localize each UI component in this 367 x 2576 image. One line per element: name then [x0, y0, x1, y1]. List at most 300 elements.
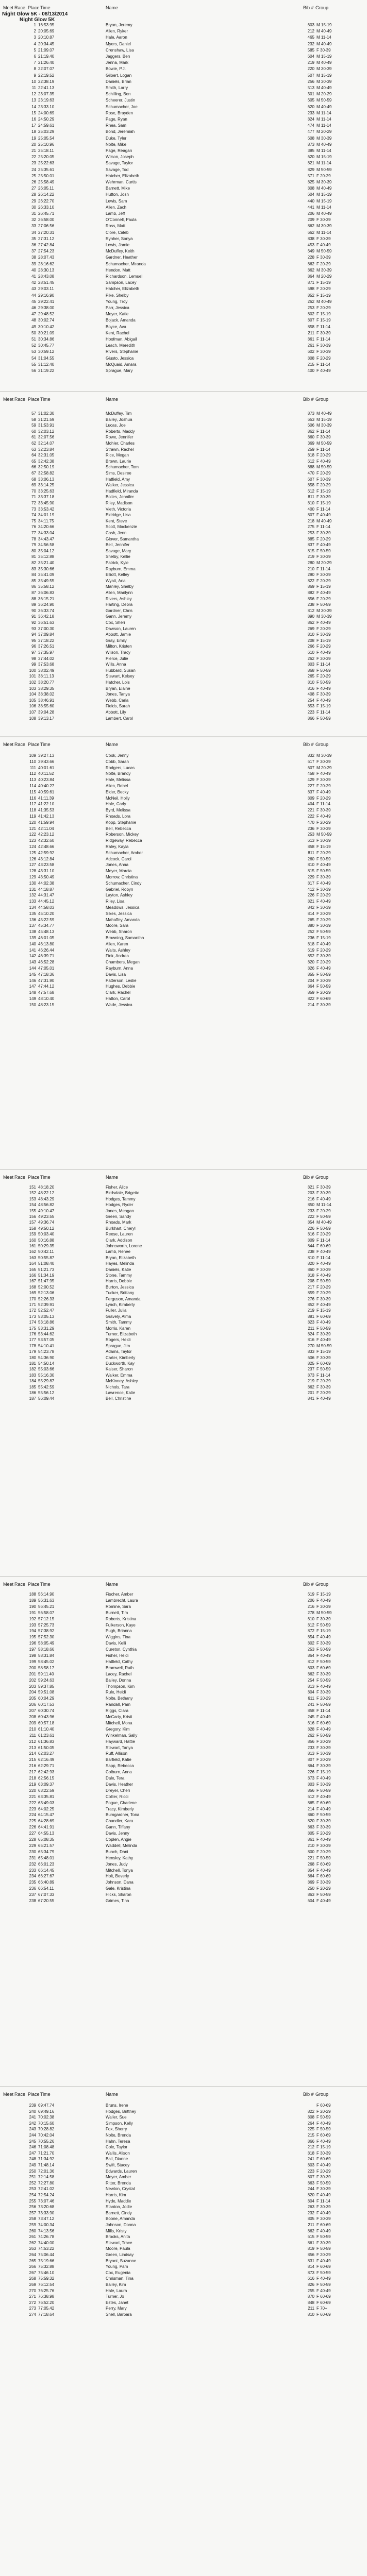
row-name: Sims, Desiree	[106, 471, 131, 476]
row-name: Adcock, Carol	[106, 856, 131, 861]
row-name: Walker, Jessica	[106, 483, 135, 488]
row-name: Rule, Heidi	[106, 1690, 126, 1695]
row-group: F 60-69	[316, 2103, 331, 2108]
row-time: 60:43.96	[38, 1715, 55, 1719]
row-bib: 873	[307, 411, 314, 416]
table-row	[0, 698, 367, 703]
row-bib: 218	[307, 518, 314, 523]
table-row	[0, 1623, 367, 1628]
row-place: 98	[31, 656, 36, 661]
row-name: Giusto, Jessica	[106, 355, 134, 361]
row-place: 156	[29, 1214, 36, 1219]
row-time: 61:50.05	[38, 1745, 55, 1750]
row-place: 155	[29, 1208, 36, 1213]
row-place: 41	[31, 274, 36, 279]
row-group: F 20-29	[316, 2168, 331, 2174]
row-time: 46:52.28	[38, 960, 55, 965]
row-place: 55	[31, 362, 36, 367]
row-name: Lynch, Kimberly	[106, 1302, 135, 1307]
row-name: Rivers, Ashley	[106, 596, 132, 601]
row-place: 35	[31, 236, 36, 241]
row-place: 132	[29, 893, 36, 898]
row-group: F 30-39	[316, 349, 331, 354]
row-bib: 262	[307, 1733, 314, 1738]
row-name: Holt, Beverly	[106, 1874, 129, 1879]
row-bib: 253	[307, 531, 314, 535]
row-group: F 50-59	[316, 2270, 331, 2275]
table-row	[0, 1739, 367, 1744]
table-row	[0, 1617, 367, 1622]
row-group: M 40-49	[316, 186, 332, 191]
row-bib: 818	[307, 2150, 314, 2156]
row-bib: 241	[307, 2157, 314, 2162]
row-place: 124	[29, 844, 36, 849]
row-name: Mahaffey, Amanda	[106, 917, 140, 922]
row-bib: 833	[307, 1349, 314, 1354]
row-bib: 820	[307, 2193, 314, 2197]
row-name: Ridgeway, Rebecca	[106, 838, 142, 843]
row-bib: 807	[307, 1757, 314, 1762]
row-group: F 30-39	[316, 2175, 331, 2180]
row-bib: 214	[307, 1806, 314, 1811]
row-time: 48:22.12	[38, 1191, 55, 1196]
row-name: Bailey, Donna	[106, 1677, 131, 1683]
row-group: F 30-39	[316, 2205, 331, 2210]
table-row	[0, 459, 367, 464]
row-name: Davis, Jenny	[106, 1831, 129, 1836]
row-group: M 40-49	[316, 41, 332, 46]
column-header-name: Name	[106, 2092, 119, 2097]
row-group: M 30-39	[316, 614, 332, 619]
table-row	[0, 674, 367, 679]
row-group: F 30-39	[316, 1604, 331, 1609]
row-place: 101	[29, 674, 36, 679]
row-place: 49	[31, 324, 36, 329]
row-group: F 30-39	[316, 808, 331, 813]
table-row	[0, 2193, 367, 2198]
results-page	[0, 1170, 367, 1577]
row-name: Hensley, Kathy	[106, 1855, 134, 1860]
row-name: Richardson, Lemuel	[106, 274, 143, 279]
row-time: 26:14.22	[38, 192, 55, 197]
row-name: Fisher, Heidi	[106, 1653, 129, 1658]
row-name: Bruns, Irene	[106, 2103, 128, 2108]
row-group: F 50-59	[316, 1892, 331, 1897]
row-time: 47:44.12	[38, 984, 55, 989]
row-name: Gravely, Alma	[106, 1314, 131, 1319]
row-place: 65	[31, 459, 36, 464]
row-name: Ruff, Allison	[106, 1751, 128, 1756]
row-time: 44:45.12	[38, 899, 55, 904]
row-bib: 862	[307, 429, 314, 434]
row-place: 191	[29, 1610, 36, 1615]
row-time: 33:25.63	[38, 488, 55, 494]
row-place: 212	[29, 1739, 36, 1744]
row-place: 240	[29, 2109, 36, 2114]
row-place: 51	[31, 337, 36, 342]
table-row	[0, 236, 367, 242]
row-group: F 30-39	[316, 826, 331, 831]
row-name: Burnett, Tim	[106, 1610, 128, 1615]
row-place: 251	[29, 2175, 36, 2180]
row-place: 194	[29, 1629, 36, 1634]
row-place: 249	[29, 2163, 36, 2167]
table-row	[0, 1267, 367, 1273]
row-name: Bailey, Joshua	[106, 417, 132, 422]
row-place: 160	[29, 1238, 36, 1243]
table-row	[0, 2187, 367, 2192]
row-group: F 15-19	[316, 312, 331, 317]
table-row	[0, 519, 367, 524]
row-group: F 40-49	[316, 1715, 331, 1719]
row-name: Strawn, Rachel	[106, 447, 134, 452]
row-bib: 606	[307, 423, 314, 428]
table-row	[0, 808, 367, 813]
table-row	[0, 2294, 367, 2299]
row-name: Rynher, Sonya	[106, 236, 133, 241]
row-name: Wade, Jessica	[106, 1002, 132, 1007]
row-time: 71:21.70	[38, 2150, 55, 2156]
row-place: 74	[31, 513, 36, 518]
row-name: Bramwell, Ruth	[106, 1665, 134, 1670]
row-name: Webb, Carla	[106, 698, 129, 703]
row-name: McQuaid, Amara	[106, 362, 137, 367]
row-bib: 819	[307, 2246, 314, 2251]
row-name: Kaiser, Sharon	[106, 1367, 133, 1372]
row-name: Bell, Rebecca	[106, 826, 131, 831]
row-bib: 440	[307, 198, 314, 204]
row-group: F 40-49	[316, 1684, 331, 1689]
row-name: Colburn, Anna	[106, 1770, 132, 1775]
table-row	[0, 211, 367, 216]
row-bib: 864	[307, 274, 314, 279]
row-group: F 50-59	[316, 856, 331, 861]
row-place: 265	[29, 2258, 36, 2263]
row-place: 244	[29, 2133, 36, 2138]
row-place: 198	[29, 1653, 36, 1658]
row-group: F 40-49	[316, 2193, 331, 2197]
row-place: 218	[29, 1776, 36, 1781]
row-bib: 817	[307, 880, 314, 886]
row-bib: 253	[307, 832, 314, 837]
row-time: 72:54.24	[38, 2193, 55, 2197]
row-name: Nichols, Tara	[106, 1384, 130, 1389]
row-name: Hodges, Tammy	[106, 1196, 136, 1201]
table-row	[0, 716, 367, 721]
row-place: 120	[29, 820, 36, 825]
row-bib: 223	[307, 2168, 314, 2174]
row-bib: 805	[307, 2216, 314, 2222]
table-row	[0, 429, 367, 434]
row-group: F 50-59	[316, 2246, 331, 2251]
table-row	[0, 23, 367, 28]
row-time: 40:23.84	[38, 777, 55, 783]
row-bib: 225	[307, 2127, 314, 2132]
row-place: 106	[29, 704, 36, 709]
row-place: 238	[29, 1899, 36, 1903]
row-time: 32:23.84	[38, 447, 55, 452]
row-bib: 226	[307, 1770, 314, 1775]
row-time: 69:49.16	[38, 2109, 55, 2114]
row-bib: 821	[307, 1185, 314, 1190]
row-bib: 265	[307, 917, 314, 922]
row-name: Crenshaw, Lisa	[106, 47, 134, 53]
row-bib: 855	[307, 972, 314, 977]
row-name: Bell, Christine	[106, 1396, 131, 1401]
row-bib: 807	[307, 2175, 314, 2180]
row-name: Green, Lindsay	[106, 2252, 134, 2257]
row-place: 37	[31, 249, 36, 254]
row-group: F 11-14	[316, 1708, 330, 1714]
column-header-time: Time	[40, 1175, 51, 1180]
row-place: 233	[29, 1868, 36, 1873]
row-name: Gilbert, Logan	[106, 73, 132, 78]
row-group: F 30-39	[316, 1384, 331, 1389]
row-place: 64	[31, 453, 36, 458]
table-row	[0, 638, 367, 643]
row-time: 20:05.69	[38, 29, 55, 34]
row-time: 54:23.78	[38, 1349, 55, 1354]
table-row	[0, 1604, 367, 1609]
row-group: M 11-14	[316, 1202, 331, 1208]
row-time: 76:52.20	[38, 2300, 55, 2305]
row-time: 34:33.04	[38, 531, 55, 535]
row-bib: 831	[307, 2258, 314, 2263]
row-time: 26:05.11	[38, 186, 54, 191]
row-bib: 861	[307, 2240, 314, 2245]
row-time: 29:22.41	[38, 299, 55, 304]
row-time: 58:05.49	[38, 1641, 55, 1646]
column-header-race: Race	[14, 742, 26, 747]
row-group: F 60-69	[316, 1314, 331, 1319]
row-group: F 11-14	[316, 802, 330, 807]
row-place: 111	[29, 765, 36, 770]
row-place: 164	[29, 1261, 36, 1266]
row-bib: 408	[307, 692, 314, 697]
row-name: Bolles, Jennifer	[106, 495, 134, 500]
row-bib: 256	[307, 79, 314, 84]
table-row	[0, 656, 367, 662]
row-bib: 829	[307, 167, 314, 172]
table-row	[0, 784, 367, 789]
row-bib: 810	[307, 632, 314, 637]
table-row	[0, 249, 367, 254]
row-name: Hatcher, Elizabeth	[106, 173, 139, 178]
row-group: M 30-39	[316, 224, 332, 229]
row-bib: 860	[307, 1267, 314, 1272]
table-row	[0, 1214, 367, 1219]
row-place: 90	[31, 608, 36, 613]
row-name: Sapp, Rebecca	[106, 1764, 134, 1769]
row-time: 63:35.81	[38, 1794, 55, 1799]
row-group: M 40-49	[316, 86, 332, 90]
row-time: 76:12.54	[38, 2282, 55, 2287]
row-place: 42	[31, 280, 36, 285]
table-row	[0, 1696, 367, 1701]
row-bib: 507	[307, 73, 314, 78]
row-group: F 30-39	[316, 1355, 331, 1360]
row-group: M 11-14	[316, 161, 331, 166]
row-name: Roberts, Maddy	[106, 429, 135, 434]
table-row	[0, 766, 367, 771]
row-bib: 825	[307, 180, 314, 184]
row-group: F 11-14	[316, 1255, 330, 1260]
table-row	[0, 567, 367, 572]
table-row	[0, 1598, 367, 1603]
row-group: F 40-49	[316, 1899, 331, 1903]
row-time: 62:56.15	[38, 1776, 55, 1781]
row-place: 33	[31, 224, 36, 229]
row-place: 172	[29, 1308, 36, 1313]
table-row	[0, 923, 367, 928]
row-group: F 20-29	[316, 644, 331, 649]
row-place: 77	[31, 531, 36, 535]
row-group: F 40-49	[316, 1196, 331, 1201]
table-row	[0, 1611, 367, 1616]
table-row	[0, 1355, 367, 1361]
row-group: F 50-59	[316, 1702, 331, 1707]
row-place: 219	[29, 1782, 36, 1787]
row-time: 40:59.61	[38, 789, 55, 794]
row-group: F 11-14	[316, 429, 330, 434]
row-time: 48:10.40	[38, 996, 55, 1001]
row-bib: 862	[307, 1384, 314, 1389]
row-bib: 266	[307, 644, 314, 649]
row-group: M 20-29	[316, 274, 332, 279]
table-row	[0, 2312, 367, 2317]
row-time: 24:59.61	[38, 123, 55, 128]
row-place: 130	[29, 880, 36, 886]
table-row	[0, 1220, 367, 1225]
row-group: F 20-29	[316, 1757, 331, 1762]
row-group: F 11-14	[316, 362, 330, 367]
row-name: Smith, Larry	[106, 86, 128, 90]
row-bib: 221	[307, 808, 314, 813]
row-name: Hyde, Maddie	[106, 2198, 131, 2204]
row-name: Davis, Kelli	[106, 1641, 126, 1646]
row-group: F 20-29	[316, 578, 331, 583]
row-group: F 20-29	[316, 306, 331, 310]
row-name: Harris, Kim	[106, 2193, 126, 2197]
row-bib: 301	[307, 92, 314, 97]
row-time: 57:52.30	[38, 1635, 55, 1640]
row-bib: 616	[307, 2276, 314, 2281]
row-name: Meyer, Amber	[106, 2175, 131, 2180]
row-place: 81	[31, 554, 36, 560]
row-group: M 30-39	[316, 753, 332, 758]
table-row	[0, 972, 367, 977]
row-bib: 278	[307, 1610, 314, 1615]
row-group: F 15-19	[316, 488, 331, 494]
row-bib: 228	[307, 255, 314, 260]
table-row	[0, 60, 367, 65]
row-bib: 818	[307, 453, 314, 458]
row-bib: 269	[307, 626, 314, 631]
row-bib: 812	[307, 608, 314, 613]
table-row	[0, 1899, 367, 1904]
row-group: F 20-29	[316, 173, 331, 178]
row-place: 177	[29, 1337, 36, 1343]
row-time: 21:09.07	[38, 47, 55, 53]
table-row	[0, 1733, 367, 1738]
row-place: 211	[29, 1733, 36, 1738]
row-name: Moore, Sara	[106, 923, 129, 928]
row-group: M 30-39	[316, 180, 332, 184]
row-bib: 385	[307, 148, 314, 153]
row-place: 167	[29, 1279, 36, 1284]
row-bib: 241	[307, 1702, 314, 1707]
row-name: Romine, Sara	[106, 1604, 131, 1609]
row-place: 58	[31, 417, 36, 422]
row-bib: 804	[307, 1690, 314, 1695]
table-row	[0, 98, 367, 103]
row-bib: 613	[307, 838, 314, 843]
row-group: F 11-14	[316, 710, 330, 715]
row-name: Lambert, Carol	[106, 716, 133, 721]
row-group: F 20-29	[316, 286, 331, 292]
table-row	[0, 911, 367, 917]
row-place: 230	[29, 1849, 36, 1854]
row-group: F 50-59	[316, 869, 331, 874]
table-row	[0, 2246, 367, 2251]
row-time: 52:39.91	[38, 1302, 55, 1307]
table-row	[0, 668, 367, 673]
row-time: 42:32.60	[38, 838, 55, 843]
table-row	[0, 35, 367, 40]
row-place: 72	[31, 501, 36, 505]
row-place: 28	[31, 192, 36, 197]
table-row	[0, 274, 367, 279]
row-place: 223	[29, 1806, 36, 1811]
row-place: 237	[29, 1892, 36, 1897]
row-group: F 20-29	[316, 1739, 331, 1744]
row-bib: 803	[307, 1782, 314, 1787]
row-place: 94	[31, 632, 36, 637]
row-name: Schilling, Ben	[106, 92, 131, 97]
row-name: Estes, Janet	[106, 2300, 129, 2305]
row-place: 46	[31, 306, 36, 310]
row-bib: 612	[307, 1794, 314, 1799]
row-group: M 40-49	[316, 60, 332, 65]
row-group: M 40-49	[316, 1220, 332, 1225]
table-row	[0, 1886, 367, 1891]
row-time: 35:30.66	[38, 566, 55, 571]
row-group: M 11-14	[316, 205, 331, 210]
row-name: Fields, Sarah	[106, 704, 130, 709]
row-place: 93	[31, 626, 36, 631]
row-group: F 30-39	[316, 1296, 331, 1301]
row-time: 72:41.02	[38, 2187, 55, 2192]
table-row	[0, 1653, 367, 1658]
row-name: Simpson, Kelly	[106, 2121, 133, 2126]
row-bib: 826	[307, 966, 314, 971]
column-header-meet: Meet	[3, 2092, 14, 2097]
table-row	[0, 579, 367, 584]
row-time: 63:09.37	[38, 1782, 55, 1787]
table-row	[0, 2211, 367, 2216]
row-group: F 20-29	[316, 917, 331, 922]
row-place: 203	[29, 1684, 36, 1689]
row-place: 68	[31, 477, 36, 482]
row-group: F 30-39	[316, 838, 331, 843]
row-group: F 50-59	[316, 1733, 331, 1738]
row-time: 71:08.48	[38, 2145, 55, 2150]
row-group: F 30-39	[316, 236, 331, 241]
table-row	[0, 312, 367, 317]
row-group: F 50-59	[316, 2282, 331, 2287]
row-bib: 653	[307, 417, 314, 422]
row-name: Lewis, Jamie	[106, 243, 130, 247]
